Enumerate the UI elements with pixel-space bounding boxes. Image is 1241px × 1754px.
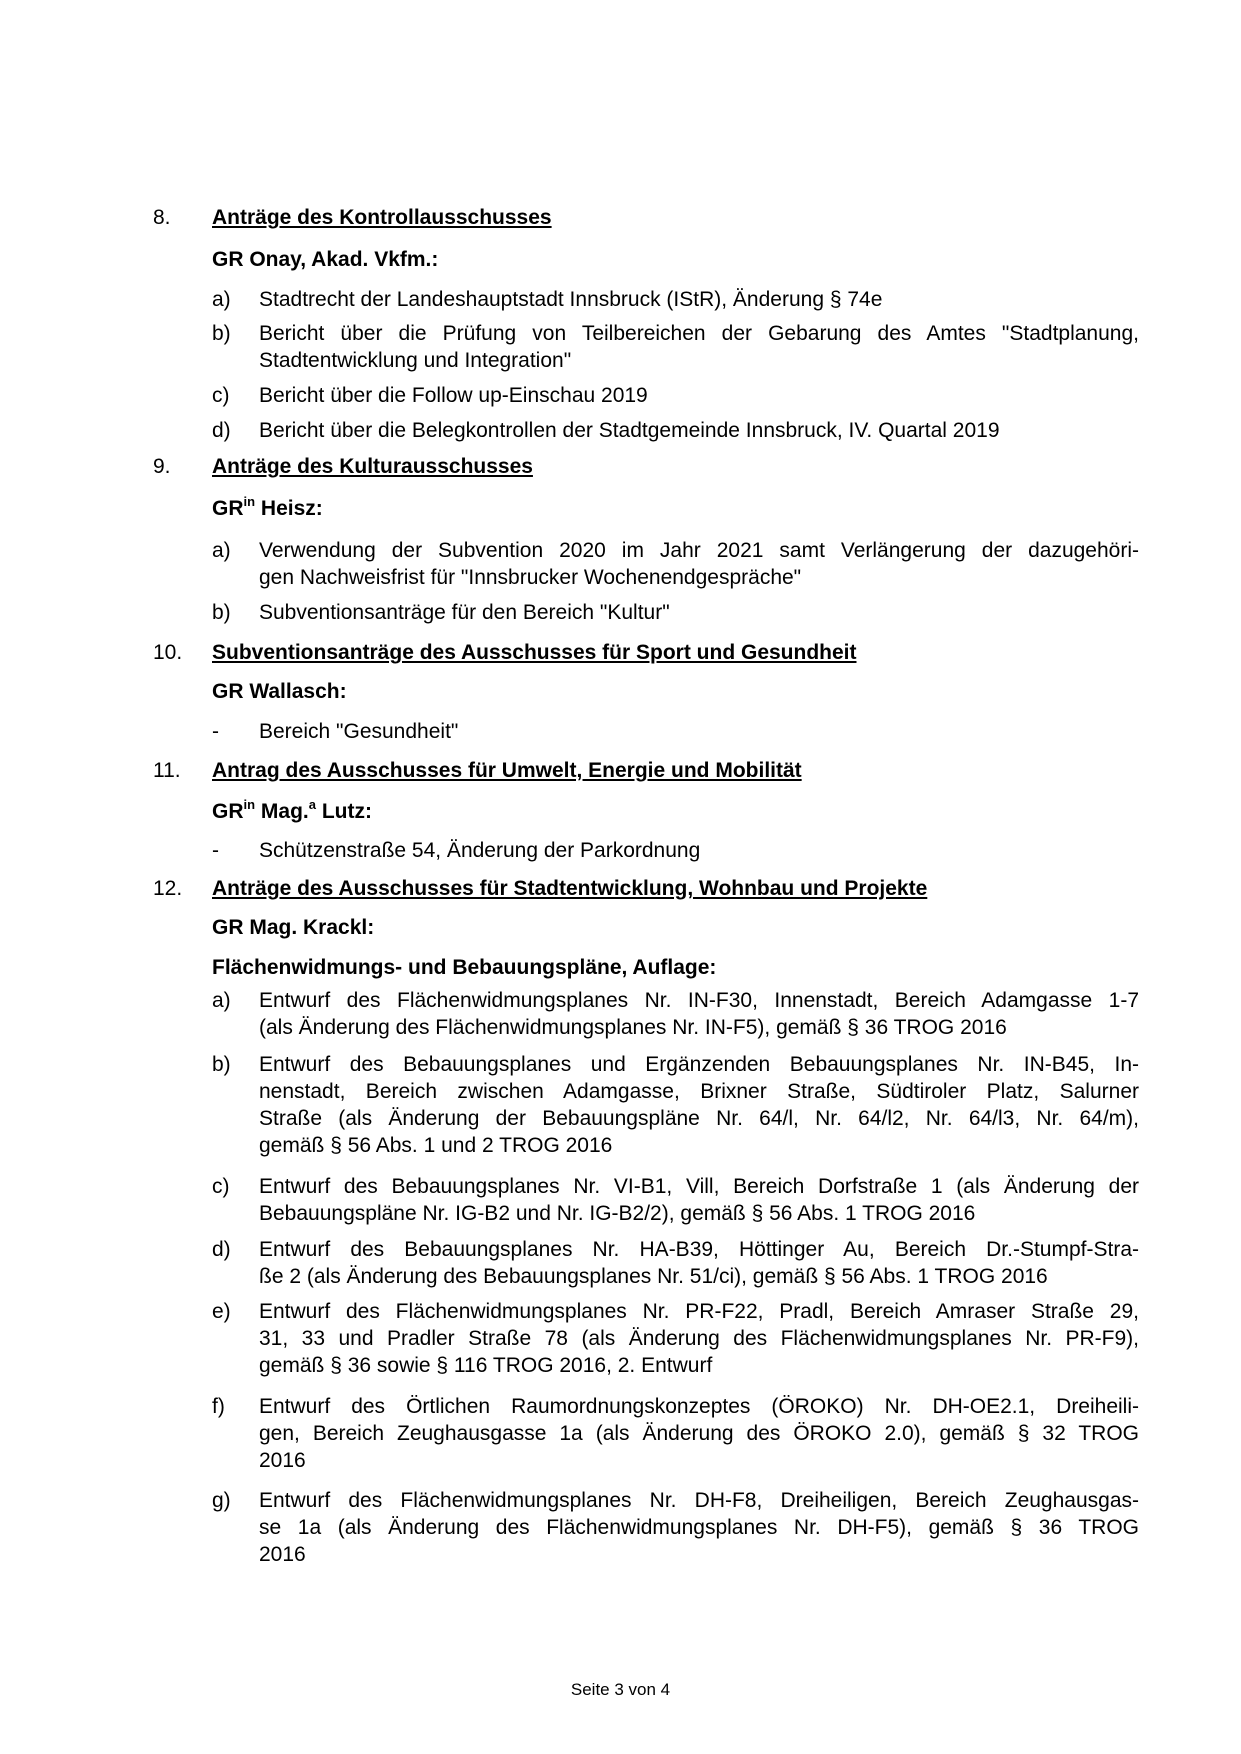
section-number: 12. — [153, 877, 183, 900]
item-text: Schützenstraße 54, Änderung der Parkordnung — [259, 839, 701, 862]
section-number: 9. — [153, 455, 171, 478]
speaker: $GR^{in}$ Mag.$^a$ Lutz: — [212, 797, 372, 823]
section-number: 10. — [153, 641, 183, 664]
item-label: - — [212, 720, 219, 743]
item-label: b) — [212, 1053, 231, 1076]
item-text: Subventionsanträge für den Bereich "Kultur" — [259, 601, 670, 624]
section-number: 11. — [153, 759, 181, 782]
speaker: $GR^{in}$ Heisz: — [212, 494, 323, 520]
item-text: Stadtrecht der Landeshauptstadt Innsbruck (IStR), Änderung § 74e — [259, 288, 883, 311]
item-label: - — [212, 839, 219, 862]
item-label: d) — [212, 1238, 231, 1261]
item-label: c) — [212, 384, 230, 407]
section-title: Antrag des Ausschusses für Umwelt, Energie und Mobilität — [212, 759, 802, 782]
section-title: Anträge des Ausschusses für Stadtentwicklung, Wohnbau und Projekte — [212, 877, 928, 900]
item-text: Entwurf des Flächenwidmungsplanes Nr. IN-F30, Innenstadt, Bereich Adamgasse 1-7 (als Änderung des Flächenwidmungsplanes Nr. IN-F5), gemäß § 36 TROG 2016 — [259, 989, 1139, 1039]
item-text: Entwurf des Flächenwidmungsplanes Nr. PR-F22, Pradl, Bereich Amraser Straße 29, 31, 33 und Pradler Straße 78 (als Änderung des Flächenwidmungsplanes Nr. PR-F9), gemäß § 36 sowie § 116 TROG 2016, 2. Entwurf — [259, 1300, 1139, 1377]
item-text: Bericht über die Prüfung von Teilbereichen der Gebarung des Amtes "Stadtplanung, Stadtentwicklung und Integration" — [259, 322, 1139, 372]
item-label: f) — [212, 1395, 225, 1418]
item-label: c) — [212, 1175, 230, 1198]
item-label: b) — [212, 601, 231, 624]
item-label: g) — [212, 1489, 231, 1512]
section-title: Subventionsanträge des Ausschusses für Sport und Gesundheit — [212, 641, 857, 664]
subheading: Flächenwidmungs- und Bebauungspläne, Auflage: — [212, 956, 717, 979]
item-label: d) — [212, 419, 231, 442]
item-text: Entwurf des Bebauungsplanes Nr. VI-B1, Vill, Bereich Dorfstraße 1 (als Änderung der Bebauungspläne Nr. IG-B2 und Nr. IG-B2/2), gemäß § 56 Abs. 1 TROG 2016 — [259, 1175, 1139, 1225]
item-label: b) — [212, 322, 231, 345]
item-text: Bericht über die Follow up-Einschau 2019 — [259, 384, 648, 407]
speaker: GR Wallasch: — [212, 680, 347, 703]
item-text: Entwurf des Bebauungsplanes und Ergänzenden Bebauungsplanes Nr. IN-B45, In- nenstadt, Bereich zwischen Adamgasse, Brixner Straße, Südtiroler Platz, Salurner Straße (als Änderung der Bebauungspläne Nr. 64/l, Nr. 64/l2, Nr. 64/l3, Nr. 64/m), gemäß § 56 Abs. 1 und 2 TROG 2016 — [259, 1053, 1139, 1157]
section-title: Anträge des Kontrollausschusses — [212, 206, 552, 229]
item-text: Bericht über die Belegkontrollen der Stadtgemeinde Innsbruck, IV. Quartal 2019 — [259, 419, 1000, 442]
section-number: 8. — [153, 206, 171, 229]
item-text: Entwurf des Bebauungsplanes Nr. HA-B39, Höttinger Au, Bereich Dr.-Stumpf-Stra- ße 2 (als Änderung des Bebauungsplanes Nr. 51/ci), gemäß § 56 Abs. 1 TROG 2016 — [259, 1238, 1139, 1288]
item-text: Entwurf des Flächenwidmungsplanes Nr. DH-F8, Dreiheiligen, Bereich Zeughausgas- se 1a (als Änderung des Flächenwidmungsplanes Nr. DH-F5), gemäß § 36 TROG 2016 — [259, 1489, 1139, 1566]
item-text: Verwendung der Subvention 2020 im Jahr 2021 samt Verlängerung der dazugehöri- gen Nachweisfrist für "Innsbrucker Wochenendgespräche" — [259, 539, 1139, 589]
speaker: GR Onay, Akad. Vkfm.: — [212, 248, 439, 271]
item-label: e) — [212, 1300, 231, 1323]
item-label: a) — [212, 989, 231, 1012]
item-text: Entwurf des Örtlichen Raumordnungskonzeptes (ÖROKO) Nr. DH-OE2.1, Dreiheili- gen, Bereich Zeughausgasse 1a (als Änderung des ÖROKO 2.0), gemäß § 32 TROG 2016 — [259, 1395, 1139, 1472]
item-text: Bereich "Gesundheit" — [259, 720, 459, 743]
speaker: GR Mag. Krackl: — [212, 916, 375, 939]
page-footer: Seite 3 von 4 — [570, 1680, 671, 1699]
section-title: Anträge des Kulturausschusses — [212, 455, 533, 478]
item-label: a) — [212, 539, 231, 562]
item-label: a) — [212, 288, 231, 311]
